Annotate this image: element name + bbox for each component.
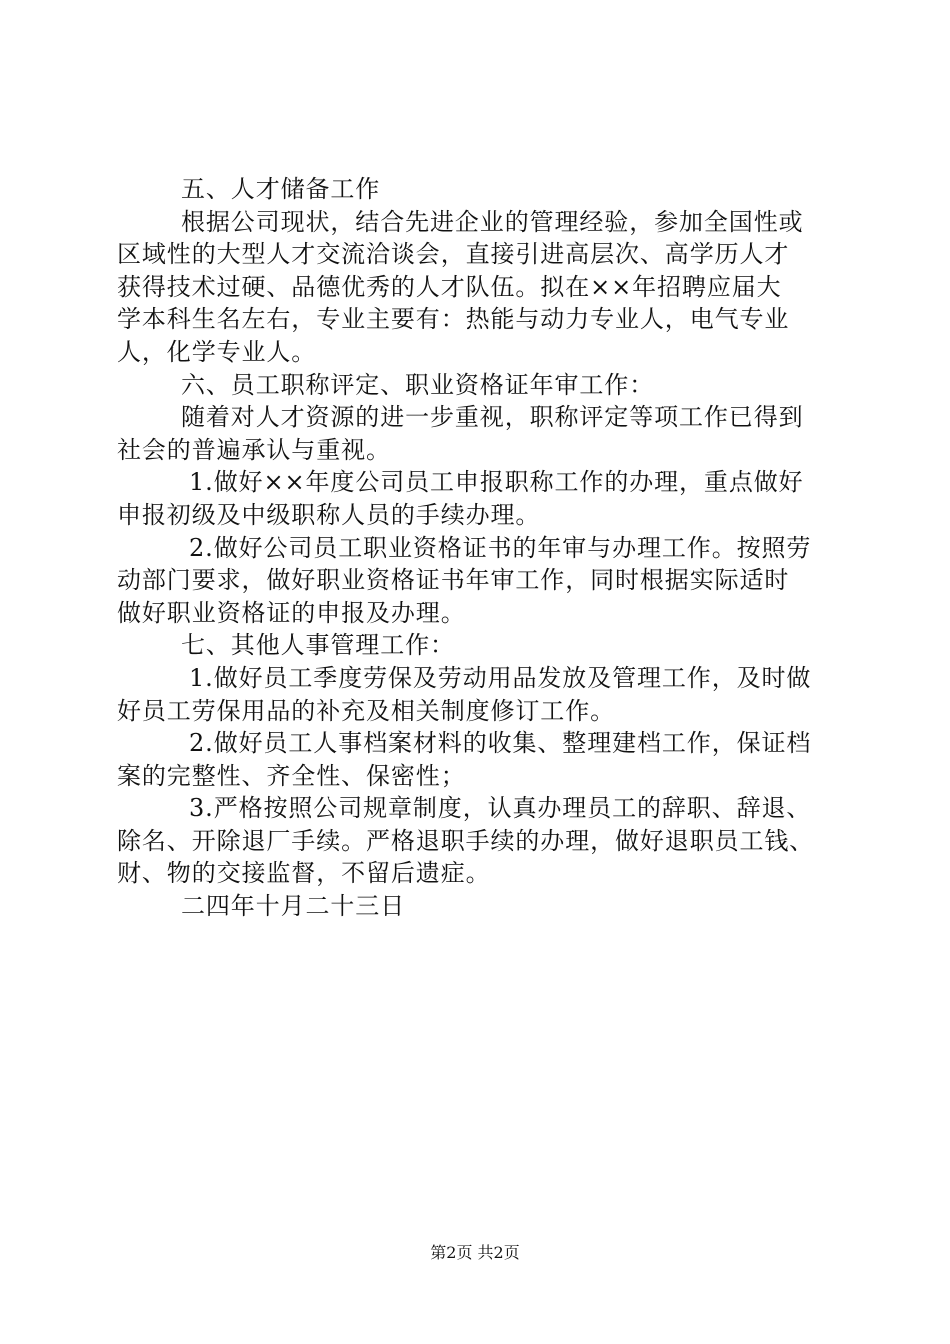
text-line: 1.做好××年度公司员工申报职称工作的办理，重点做好 xyxy=(189,468,804,497)
text-line: 申报初级及中级职称人员的手续办理。 xyxy=(117,500,541,529)
text-line: 2.做好员工人事档案材料的收集、整理建档工作，保证档 xyxy=(189,729,812,758)
text-line: 除名、开除退厂手续。严格退职手续的办理，做好退职员工钱、 xyxy=(117,826,815,855)
text-line: 财、物的交接监督，不留后遗症。 xyxy=(117,859,491,888)
text-line: 七、其他人事管理工作： xyxy=(181,631,455,660)
text-line: 随着对人才资源的进一步重视，职称评定等项工作已得到 xyxy=(181,403,804,432)
text-line: 学本科生名左右，专业主要有：热能与动力专业人，电气专业 xyxy=(117,305,790,334)
text-line: 根据公司现状，结合先进企业的管理经验，参加全国性或 xyxy=(181,207,804,236)
text-line: 社会的普遍承认与重视。 xyxy=(117,435,391,464)
text-line: 3.严格按照公司规章制度，认真办理员工的辞职、辞退、 xyxy=(189,794,812,823)
page-footer: 第2页 共2页 xyxy=(430,1243,520,1262)
text-line: 五、人才储备工作 xyxy=(181,175,381,203)
text-line: 做好职业资格证的申报及办理。 xyxy=(117,598,466,627)
text-line: 好员工劳保用品的补充及相关制度修订工作。 xyxy=(117,696,615,725)
text-line: 六、员工职称评定、职业资格证年审工作： xyxy=(181,370,655,399)
text-line: 二四年十月二十三日 xyxy=(181,892,406,921)
text-line: 区域性的大型人才交流洽谈会，直接引进高层次、高学历人才 xyxy=(117,240,790,269)
text-line: 人，化学专业人。 xyxy=(117,337,317,366)
text-line: 获得技术过硬、品德优秀的人才队伍。拟在××年招聘应届大 xyxy=(117,272,782,301)
text-line: 1.做好员工季度劳保及劳动用品发放及管理工作，及时做 xyxy=(189,663,812,692)
text-line: 动部门要求，做好职业资格证书年审工作，同时根据实际适时 xyxy=(117,566,790,595)
text-line: 2.做好公司员工职业资格证书的年审与办理工作。按照劳 xyxy=(189,533,812,562)
document-body xyxy=(117,173,837,923)
text-line: 案的完整性、齐全性、保密性； xyxy=(117,761,466,790)
